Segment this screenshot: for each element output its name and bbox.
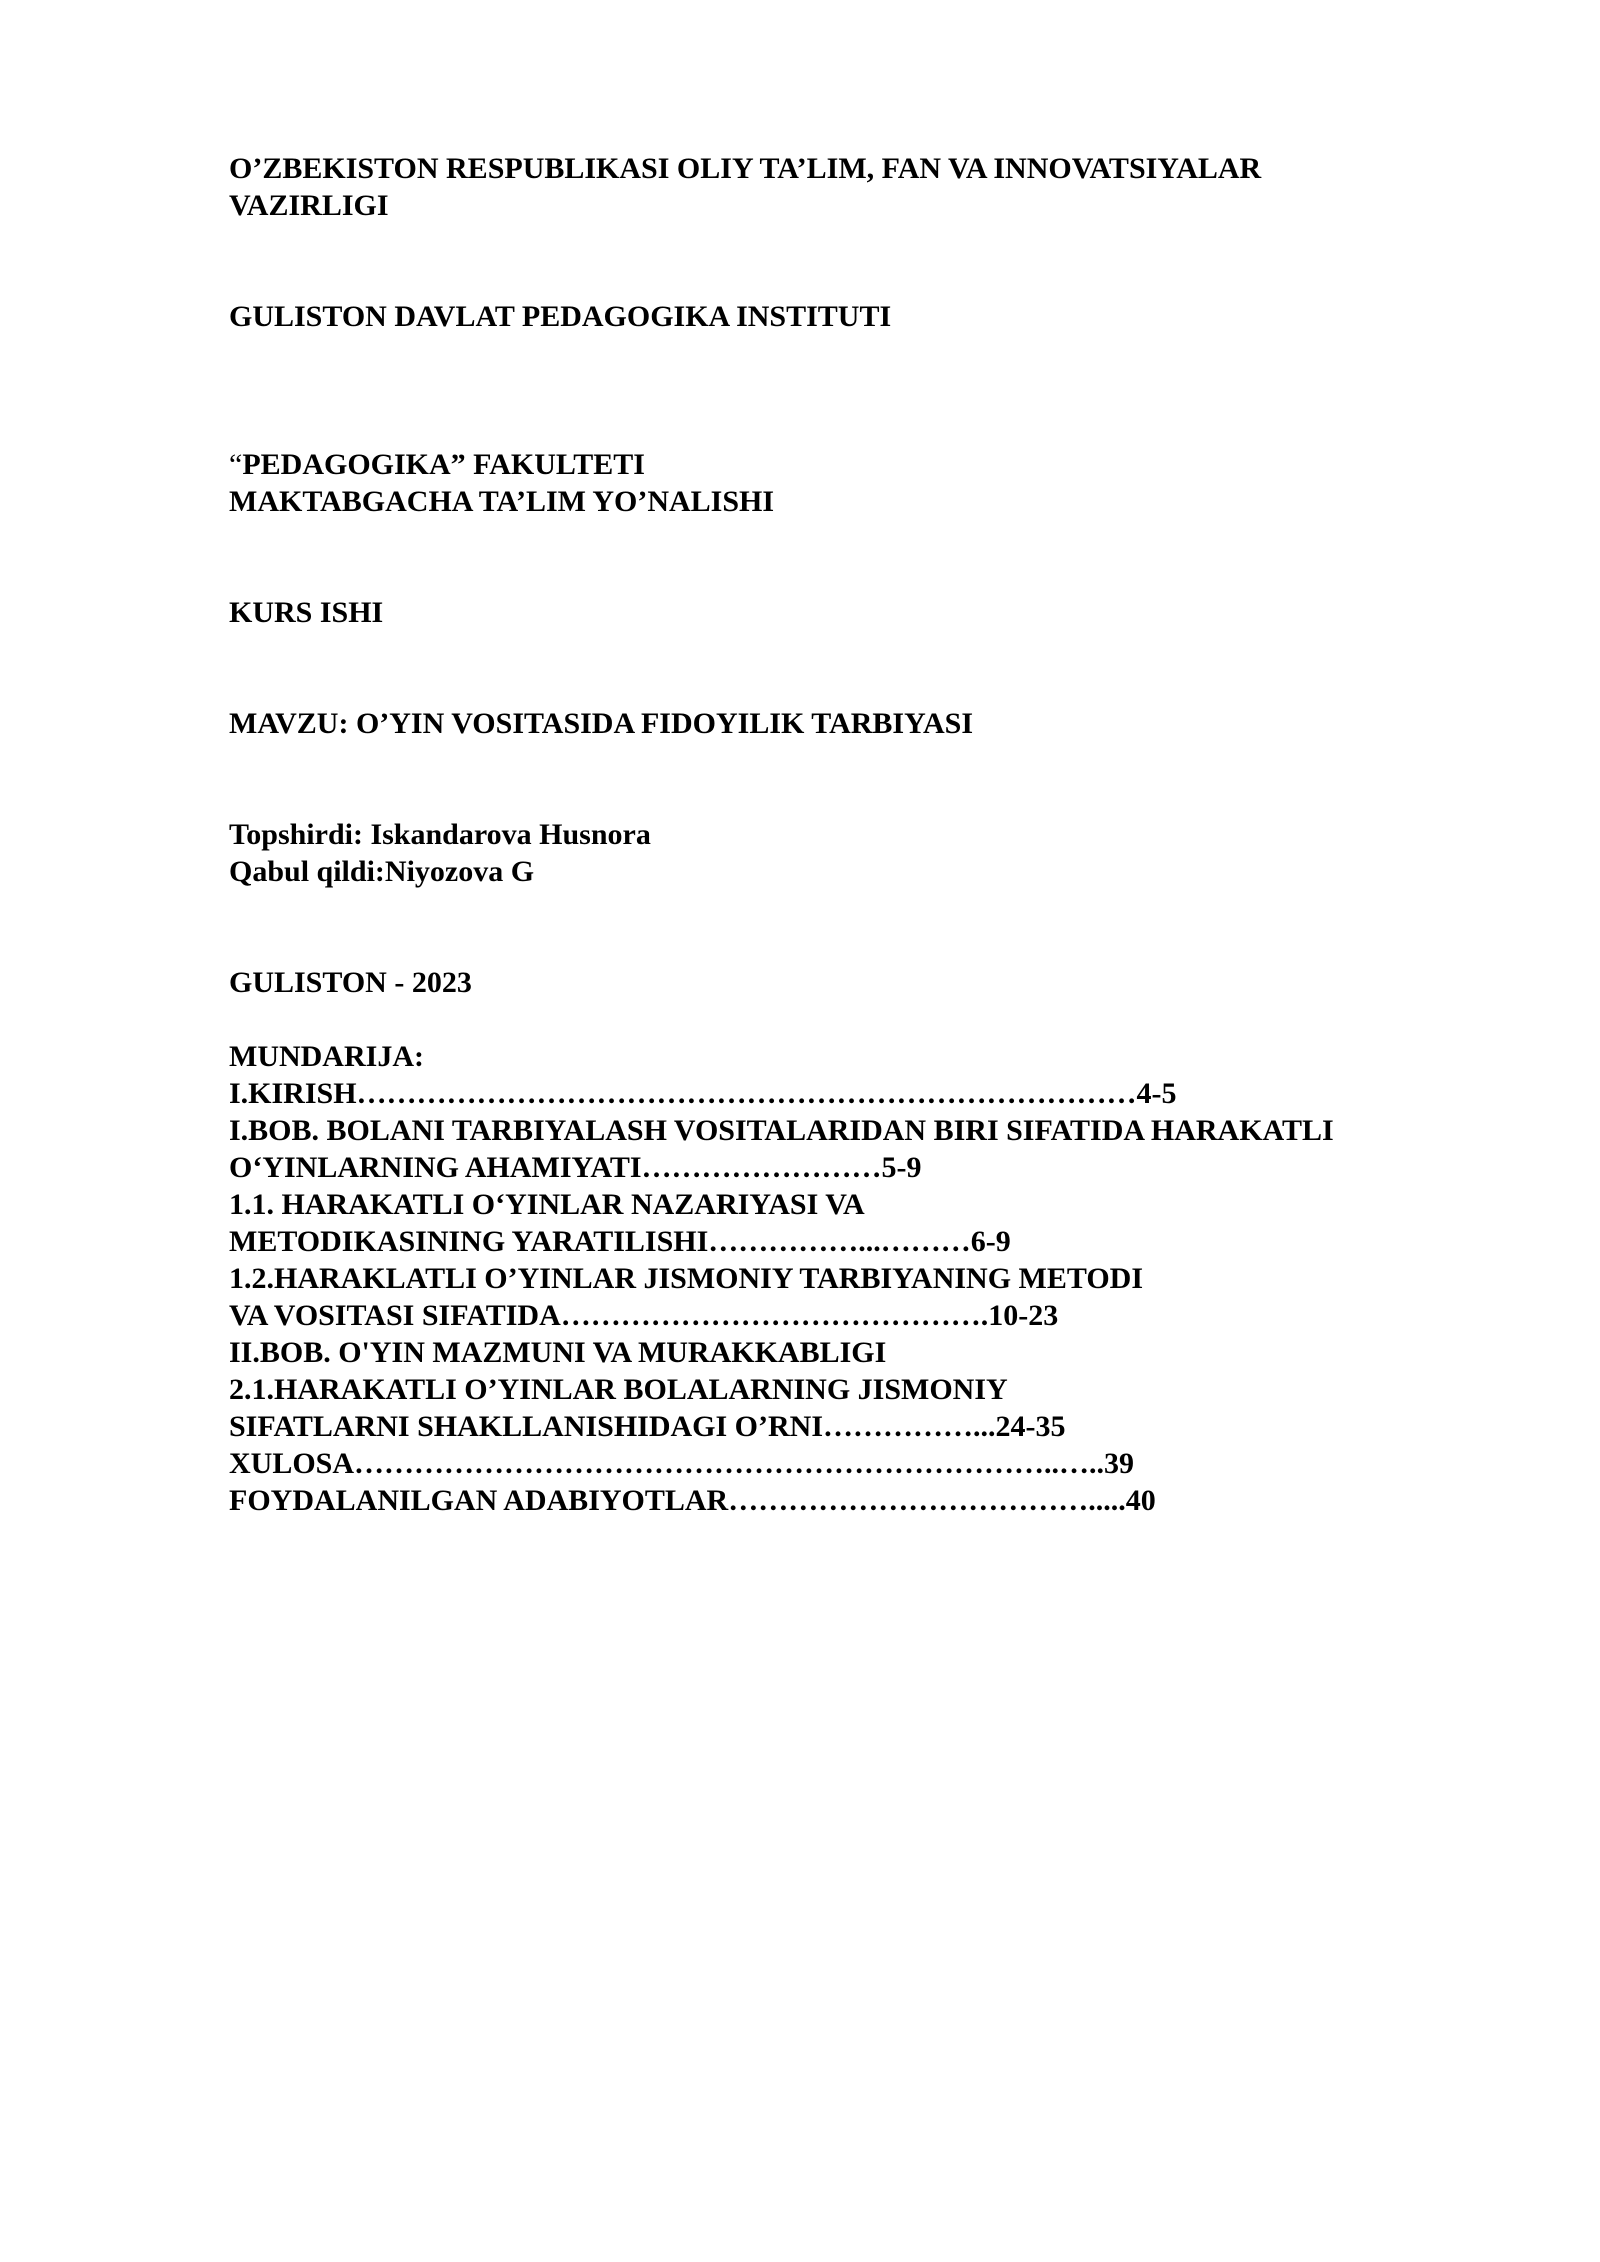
- city-year: GULISTON - 2023: [229, 966, 472, 999]
- toc-title: MUNDARIJA:: [229, 1040, 424, 1073]
- toc-line: 1.2.HARAKLATLI O’YINLAR JISMONIY TARBIYANING METODI: [229, 1262, 1144, 1295]
- submitted-by: Topshirdi: Iskandarova Husnora: [229, 818, 651, 851]
- institute-heading: [229, 298, 1529, 335]
- ministry-heading: [229, 150, 1529, 224]
- toc-line: I.KIRISH……………………………………………………………………4-5: [229, 1077, 1177, 1110]
- document-page: [229, 150, 1529, 1519]
- toc-line: O‘YINLARNING AHAMIYATI……………………5-9: [229, 1151, 922, 1184]
- toc-line: XULOSA……………………………………………………………..…..39: [229, 1447, 1135, 1480]
- institute-name: GULISTON DAVLAT PEDAGOGIKA INSTITUTI: [229, 300, 892, 333]
- table-of-contents: [229, 1038, 1529, 1519]
- toc-line: 1.1. HARAKATLI O‘YINLAR NAZARIYASI VA: [229, 1188, 865, 1221]
- faculty-open-quote: “: [229, 448, 243, 481]
- faculty-heading: [229, 446, 1529, 520]
- ministry-line-2: VAZIRLIGI: [229, 189, 389, 222]
- toc-line: METODIKASINING YARATILISHI……………...………6-9: [229, 1225, 1011, 1258]
- toc-line: FOYDALANILGAN ADABIYOTLAR……………………………….....40: [229, 1484, 1156, 1517]
- toc-line: II.BOB. O'YIN MAZMUNI VA MURAKKABLIGI: [229, 1336, 887, 1369]
- toc-line: I.BOB. BOLANI TARBIYALASH VOSITALARIDAN BIRI SIFATIDA HARAKATLI: [229, 1114, 1334, 1147]
- topic-block: [229, 705, 1529, 742]
- toc-line: VA VOSITASI SIFATIDA…………………………………….10-23: [229, 1299, 1059, 1332]
- toc-line: SIFATLARNI SHAKLLANISHIDAGI O’RNI……………...24-35: [229, 1410, 1066, 1443]
- faculty-name: [229, 446, 1529, 483]
- city-year-block: [229, 964, 1529, 1001]
- accepted-by: Qabul qildi:Niyozova G: [229, 855, 535, 888]
- direction-name: MAKTABGACHA TA’LIM YO’NALISHI: [229, 485, 775, 518]
- work-type: KURS ISHI: [229, 596, 384, 629]
- ministry-line-1: O’ZBEKISTON RESPUBLIKASI OLIY TA’LIM, FAN VA INNOVATSIYALAR: [229, 152, 1262, 185]
- faculty-text: PEDAGOGIKA” FAKULTETI: [242, 448, 645, 481]
- work-topic: MAVZU: O’YIN VOSITASIDA FIDOYILIK TARBIYASI: [229, 707, 974, 740]
- people-block: [229, 816, 1529, 890]
- toc-line: 2.1.HARAKATLI O’YINLAR BOLALARNING JISMONIY: [229, 1373, 1008, 1406]
- work-type-block: [229, 594, 1529, 631]
